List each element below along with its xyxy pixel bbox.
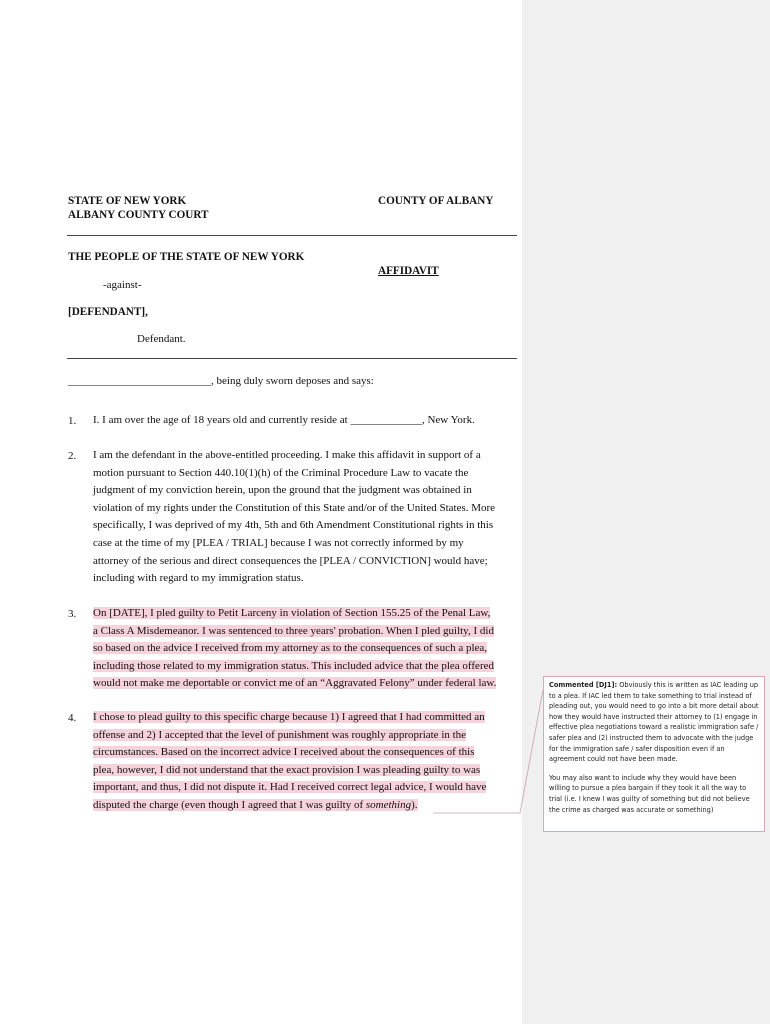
highlighted-line: On [DATE], I pled guilty to Petit Larceny in violation of Section 155.25 of the Penal Law, <box>93 607 491 619</box>
paragraph-line: I am the defendant in the above-entitled proceeding. I make this affidavit in support of a <box>93 449 481 461</box>
paragraph-number: 1. <box>68 415 77 427</box>
paragraph-line: specifically, I was deprived of my 4th, 5th and 6th Amendment Constitutional rights in this <box>93 519 494 532</box>
document-title: AFFIDAVIT <box>378 265 439 277</box>
intro-line: __________________________, being duly sworn deposes and says: <box>68 375 374 387</box>
highlighted-line: a Class A Misdemeanor. I was sentenced to three years' probation. When I pled guilty, I did <box>93 624 494 637</box>
comment-balloon[interactable] <box>543 676 765 832</box>
paragraph-line: violation of my rights under the Constitution of this State and/or of the United States. More <box>93 501 496 514</box>
highlighted-line: so based on the advice I received from my attorney as to the consequences of such a plea, <box>93 642 488 655</box>
paragraph-line: motion pursuant to Section 440.10(1)(h) of the Criminal Procedure Law to vacate the <box>93 466 469 479</box>
paragraph-number: 2. <box>68 450 77 462</box>
paragraph-line: I. I am over the age of 18 years old and currently reside at _____________, New York. <box>93 414 475 426</box>
paragraph-line: attorney of the serious and direct consequences the [PLEA / CONVICTION] would have; <box>93 554 488 567</box>
paragraph-number: 3. <box>68 608 77 620</box>
comment-text-1: Obviously this is written as IAC leading up to a plea. If IAC led them to take something to trial instead of pleading out, you would need to go into a bit more detail about how they would have instructed their attorney to (1) engage in effective plea negotiations toward a realistic immigration safe / safer plea and (2) instructed them to advocate with the judge for the immigration safe / safer disposition even if an agreement could not have been made. <box>549 681 759 764</box>
caption-defendant-label: Defendant. <box>137 333 186 345</box>
caption-people: THE PEOPLE OF THE STATE OF NEW YORK <box>68 251 305 263</box>
comment-label: Commented [DJ1]: <box>549 681 618 689</box>
highlighted-line: plea, however, I did not understand that the exact provision I was pleading guilty to was <box>93 763 481 776</box>
highlighted-line: including those related to my immigration status. This included advice that the plea offered <box>93 659 494 672</box>
highlighted-line: circumstances. Based on the incorrect advice I received about the consequences of this <box>93 746 475 759</box>
highlighted-line: would not make me deportable or convict me of an “Aggravated Felony” under federal law. <box>93 677 497 690</box>
highlighted-line: offense and 2) I accepted that the level of punishment was roughly appropriate in the <box>93 728 467 741</box>
caption-against: -against- <box>103 279 142 291</box>
highlighted-line: important, and thus, I did not dispute it. Had I received correct legal advice, I would have <box>93 781 487 794</box>
highlighted-line: I chose to plead guilty to this specific charge because 1) I agreed that I had committed an <box>93 711 485 723</box>
highlighted-line: disputed the charge (even though I agreed that I was guilty of something). <box>93 798 418 811</box>
paragraph-number: 4. <box>68 712 77 724</box>
paragraph-line: judgment of my conviction herein, upon the ground that the judgment was obtained in <box>93 484 472 497</box>
comment-text-2: You may also want to include why they would have been willing to pursue a plea bargain if they took it all the way to trial (i.e. I knew I was guilty of something but did not believe the crime as charged was accurate or something) <box>549 773 750 814</box>
header-county: COUNTY OF ALBANY <box>378 195 494 207</box>
paragraph-line: case at the time of my [PLEA / TRIAL] because I was not correctly informed by my <box>93 536 464 549</box>
header-state: STATE OF NEW YORK <box>68 195 187 207</box>
paragraph-line: including with regard to my immigration status. <box>93 572 304 585</box>
header-court: ALBANY COUNTY COURT <box>68 209 209 221</box>
caption-defendant-name: [DEFENDANT], <box>68 306 148 318</box>
